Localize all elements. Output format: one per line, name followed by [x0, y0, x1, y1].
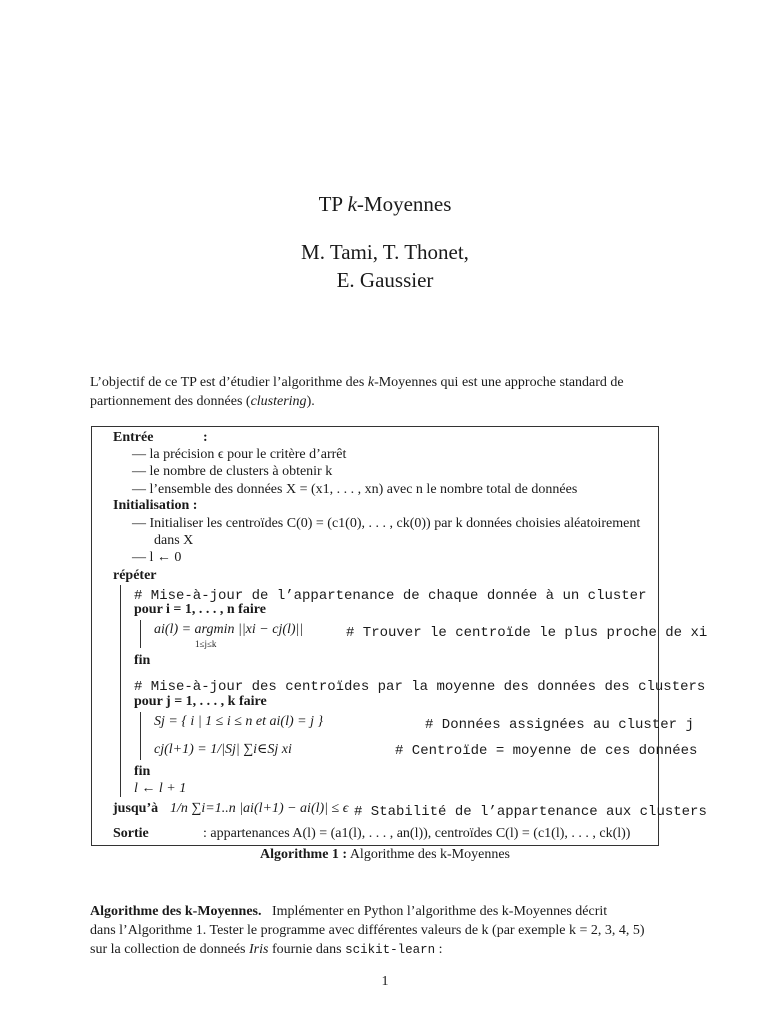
init-item-continuation: dans X	[154, 533, 194, 548]
centroid-equation: cj(l+1) = 1/|Sj| ∑i∈Sj xi	[154, 742, 292, 757]
comment-assigned-data: # Données assignées au cluster j	[425, 717, 694, 733]
end-for-j: fin	[134, 764, 151, 779]
section-line-1: Algorithme des k-Moyennes. Implémenter en Python l’algorithme des k-Moyennes décrit	[90, 904, 608, 919]
argmin-subscript: 1≤j≤k	[195, 639, 217, 649]
authors-line-1: M. Tami, T. Thonet,	[301, 240, 469, 264]
comment-centroid-mean: # Centroïde = moyenne de ces données	[395, 743, 698, 759]
section-paragraph	[90, 902, 670, 960]
repeter-keyword: répéter	[113, 568, 157, 583]
section-heading: Algorithme des k-Moyennes.	[90, 904, 262, 919]
comment-stability: # Stabilité de l’appartenance aux clusters	[354, 804, 707, 820]
sortie-text: : appartenances A(l) = (a1(l), . . . , an(l)), centroïdes C(l) = (c1(l), . . . , ck(l))	[203, 826, 631, 841]
algorithm-box	[91, 426, 708, 846]
for-loop-i: pour i = 1, . . . , n faire	[134, 602, 266, 617]
page-number: 1	[381, 974, 389, 989]
init-label: Initialisation :	[113, 498, 198, 513]
entree-label: Entrée	[113, 430, 154, 445]
comment-update-centroids: # Mise-à-jour des centroïdes par la moyenne des données des clusters	[134, 679, 706, 695]
sortie-label: Sortie	[113, 826, 149, 841]
section-line-2: dans l’Algorithme 1. Tester le programme avec différentes valeurs de k (par exemple k = 2, 3, 4, 5)	[90, 923, 645, 938]
init-item: — l ← 0	[132, 550, 182, 565]
entree-colon: :	[203, 430, 208, 445]
jusqua-keyword: jusqu’à	[113, 801, 159, 816]
entree-item: — la précision ϵ pour le critère d’arrêt	[132, 447, 347, 462]
end-for-i: fin	[134, 653, 151, 668]
entree-item: — le nombre de clusters à obtenir k	[132, 464, 333, 479]
comment-update-membership: # Mise-à-jour de l’appartenance de chaque donnée à un cluster	[134, 588, 647, 604]
page-title: TP k-Moyennes	[318, 192, 452, 216]
init-item: — Initialiser les centroïdes C(0) = (c1(0), . . . , ck(0)) par k données choisies aléatoirement	[132, 516, 641, 531]
algorithm-caption: Algorithme 1 : Algorithme des k-Moyennes	[259, 847, 511, 862]
increment-l: l ← l + 1	[134, 781, 187, 796]
comment-closest-centroid: # Trouver le centroïde le plus proche de xi	[346, 625, 708, 641]
for-j-block-bar	[140, 712, 141, 760]
assignment-equation: ai(l) = argmin ||xi − cj(l)||	[154, 622, 304, 637]
stop-criterion-equation: 1/n ∑i=1..n |ai(l+1) − ai(l)| ≤ ϵ	[170, 801, 349, 816]
for-i-block-bar	[140, 620, 141, 648]
intro-paragraph: L’objectif de ce TP est d’étudier l’algorithme des k-Moyennes qui est une approche standard de partionnement des données (clustering).	[90, 375, 624, 409]
repeat-block-bar	[120, 585, 121, 797]
authors-line-2: E. Gaussier	[336, 268, 434, 292]
set-equation: Sj = { i | 1 ≤ i ≤ n et ai(l) = j }	[154, 714, 324, 729]
section-line-3: sur la collection de donneés Iris fournie dans scikit-learn :	[90, 942, 443, 957]
entree-item: — l’ensemble des données X = (x1, . . . , xn) avec n le nombre total de données	[132, 482, 578, 497]
for-loop-j: pour j = 1, . . . , k faire	[134, 694, 267, 709]
